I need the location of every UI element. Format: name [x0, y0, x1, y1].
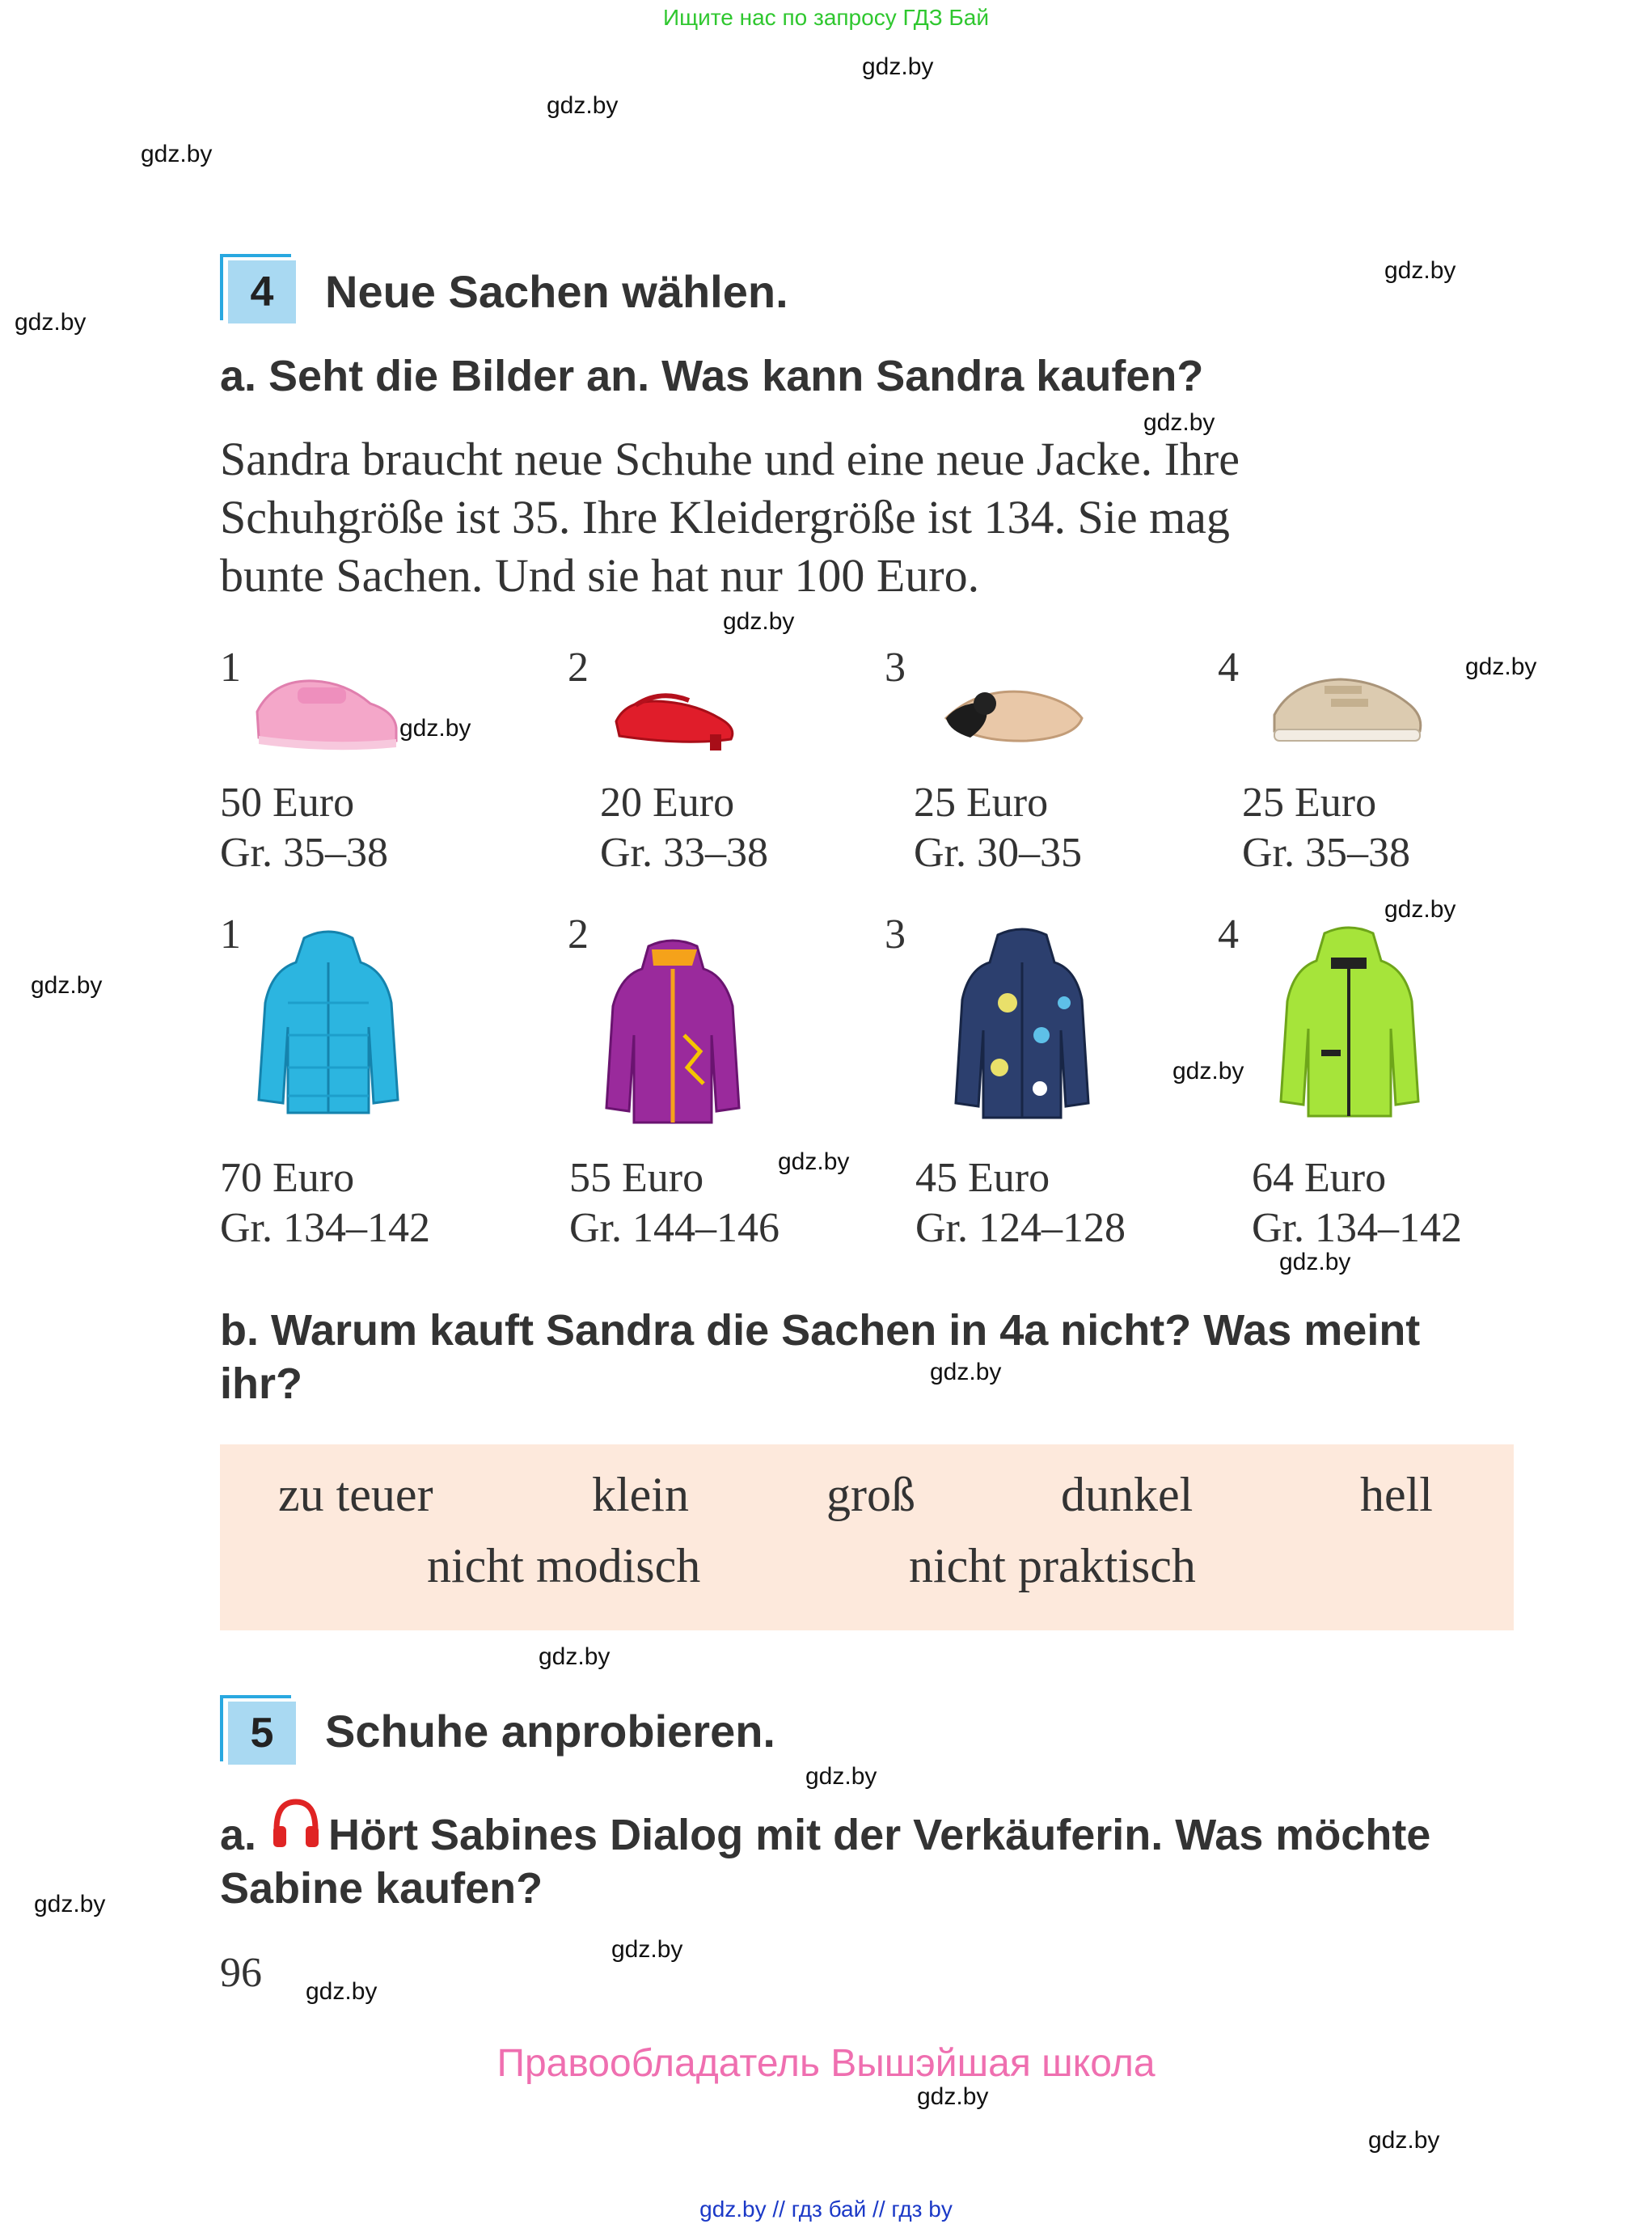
- item-number: 2: [568, 645, 589, 691]
- bottom-links[interactable]: gdz.by // гдз бай // гдз by: [699, 2197, 953, 2222]
- beige-sneaker-icon: [1268, 658, 1426, 747]
- exercise-title: Neue Sachen wählen.: [325, 266, 788, 317]
- task-a-label: a.: [220, 1811, 257, 1859]
- task-a-instruction: Sabine kaufen?: [220, 1864, 543, 1913]
- item-price: 25 Euro: [914, 780, 1049, 826]
- item-size: Gr. 33–38: [600, 830, 768, 876]
- item-number: 3: [885, 911, 906, 958]
- watermark: gdz.by: [930, 1359, 1002, 1385]
- item-size: Gr. 134–142: [220, 1205, 430, 1251]
- word-bank-item: nicht praktisch: [909, 1539, 1196, 1592]
- watermark: gdz.by: [399, 715, 471, 742]
- copyright-footer: Правообладатель Вышэйшая школа: [496, 2042, 1156, 2085]
- item-number: 2: [568, 911, 589, 958]
- item-price: 45 Euro: [915, 1155, 1050, 1201]
- watermark: gdz.by: [1143, 409, 1215, 436]
- task-text-line: Sandra braucht neue Schuhe und eine neue Jacke. Ihre: [220, 433, 1240, 485]
- purple-jacket-icon: [603, 938, 742, 1131]
- item-price: 70 Euro: [220, 1155, 355, 1201]
- item-size: Gr. 35–38: [220, 830, 388, 876]
- blue-puffer-jacket-icon: [256, 930, 401, 1123]
- item-number: 4: [1218, 911, 1239, 958]
- watermark: gdz.by: [1279, 1249, 1351, 1275]
- watermark: gdz.by: [15, 309, 87, 336]
- watermark: gdz.by: [778, 1148, 850, 1175]
- item-size: Gr. 144–146: [569, 1205, 780, 1251]
- item-size: Gr. 35–38: [1242, 830, 1410, 876]
- page-number: 96: [220, 1950, 262, 1996]
- item-size: Gr. 30–35: [914, 830, 1082, 876]
- ballet-flat-icon: [938, 663, 1088, 752]
- task-b-instruction: b. Warum kauft Sandra die Sachen in 4a nicht? Was meint: [220, 1306, 1421, 1355]
- word-bank-item: groß: [826, 1468, 915, 1521]
- word-bank-item: nicht modisch: [427, 1539, 701, 1592]
- watermark: gdz.by: [1368, 2127, 1440, 2154]
- watermark: gdz.by: [1384, 896, 1456, 923]
- watermark: gdz.by: [547, 92, 619, 119]
- exercise-title: Schuhe anprobieren.: [325, 1706, 775, 1757]
- watermark: gdz.by: [34, 1891, 106, 1917]
- watermark: gdz.by: [141, 141, 213, 167]
- item-number: 1: [220, 645, 241, 691]
- item-price: 64 Euro: [1252, 1155, 1387, 1201]
- watermark: gdz.by: [723, 608, 795, 635]
- task-a-instruction: a. Seht die Bilder an. Was kann Sandra kaufen?: [220, 352, 1204, 400]
- watermark: gdz.by: [805, 1763, 877, 1790]
- word-bank-item: dunkel: [1061, 1468, 1194, 1521]
- lime-jacket-icon: [1274, 928, 1425, 1123]
- watermark: gdz.by: [539, 1643, 611, 1670]
- watermark: gdz.by: [917, 2083, 989, 2110]
- watermark: gdz.by: [1384, 257, 1456, 284]
- pink-sneaker-icon: [249, 663, 403, 752]
- camo-jacket-icon: [951, 930, 1093, 1124]
- exercise-number-badge: 5: [228, 1702, 296, 1765]
- word-bank-item: hell: [1360, 1468, 1433, 1521]
- item-size: Gr. 134–142: [1252, 1205, 1462, 1251]
- item-number: 1: [220, 911, 241, 958]
- watermark: gdz.by: [31, 972, 103, 999]
- headphones-icon[interactable]: [272, 1797, 320, 1849]
- item-size: Gr. 124–128: [915, 1205, 1126, 1251]
- task-b-instruction: ihr?: [220, 1359, 302, 1408]
- item-price: 55 Euro: [569, 1155, 704, 1201]
- task-a-instruction: Hört Sabines Dialog mit der Verkäuferin. Was möchte: [328, 1811, 1431, 1859]
- watermark: gdz.by: [862, 53, 934, 80]
- item-price: 25 Euro: [1242, 780, 1377, 826]
- item-price: 20 Euro: [600, 780, 735, 826]
- word-bank-box: [220, 1444, 1514, 1630]
- item-number: 3: [885, 645, 906, 691]
- item-number: 4: [1218, 645, 1239, 691]
- task-text-line: bunte Sachen. Und sie hat nur 100 Euro.: [220, 549, 980, 602]
- search-banner[interactable]: Ищите нас по запросу ГДЗ Бай: [662, 5, 990, 30]
- watermark: gdz.by: [1172, 1058, 1244, 1085]
- watermark: gdz.by: [611, 1936, 683, 1963]
- item-price: 50 Euro: [220, 780, 355, 826]
- red-shoe-icon: [611, 665, 741, 754]
- word-bank-item: zu teuer: [278, 1468, 433, 1521]
- watermark: gdz.by: [306, 1978, 378, 2005]
- exercise-number-badge: 4: [228, 260, 296, 323]
- word-bank-item: klein: [592, 1468, 689, 1521]
- watermark: gdz.by: [1465, 653, 1537, 680]
- task-text-line: Schuhgröße ist 35. Ihre Kleidergröße ist 134. Sie mag: [220, 491, 1230, 543]
